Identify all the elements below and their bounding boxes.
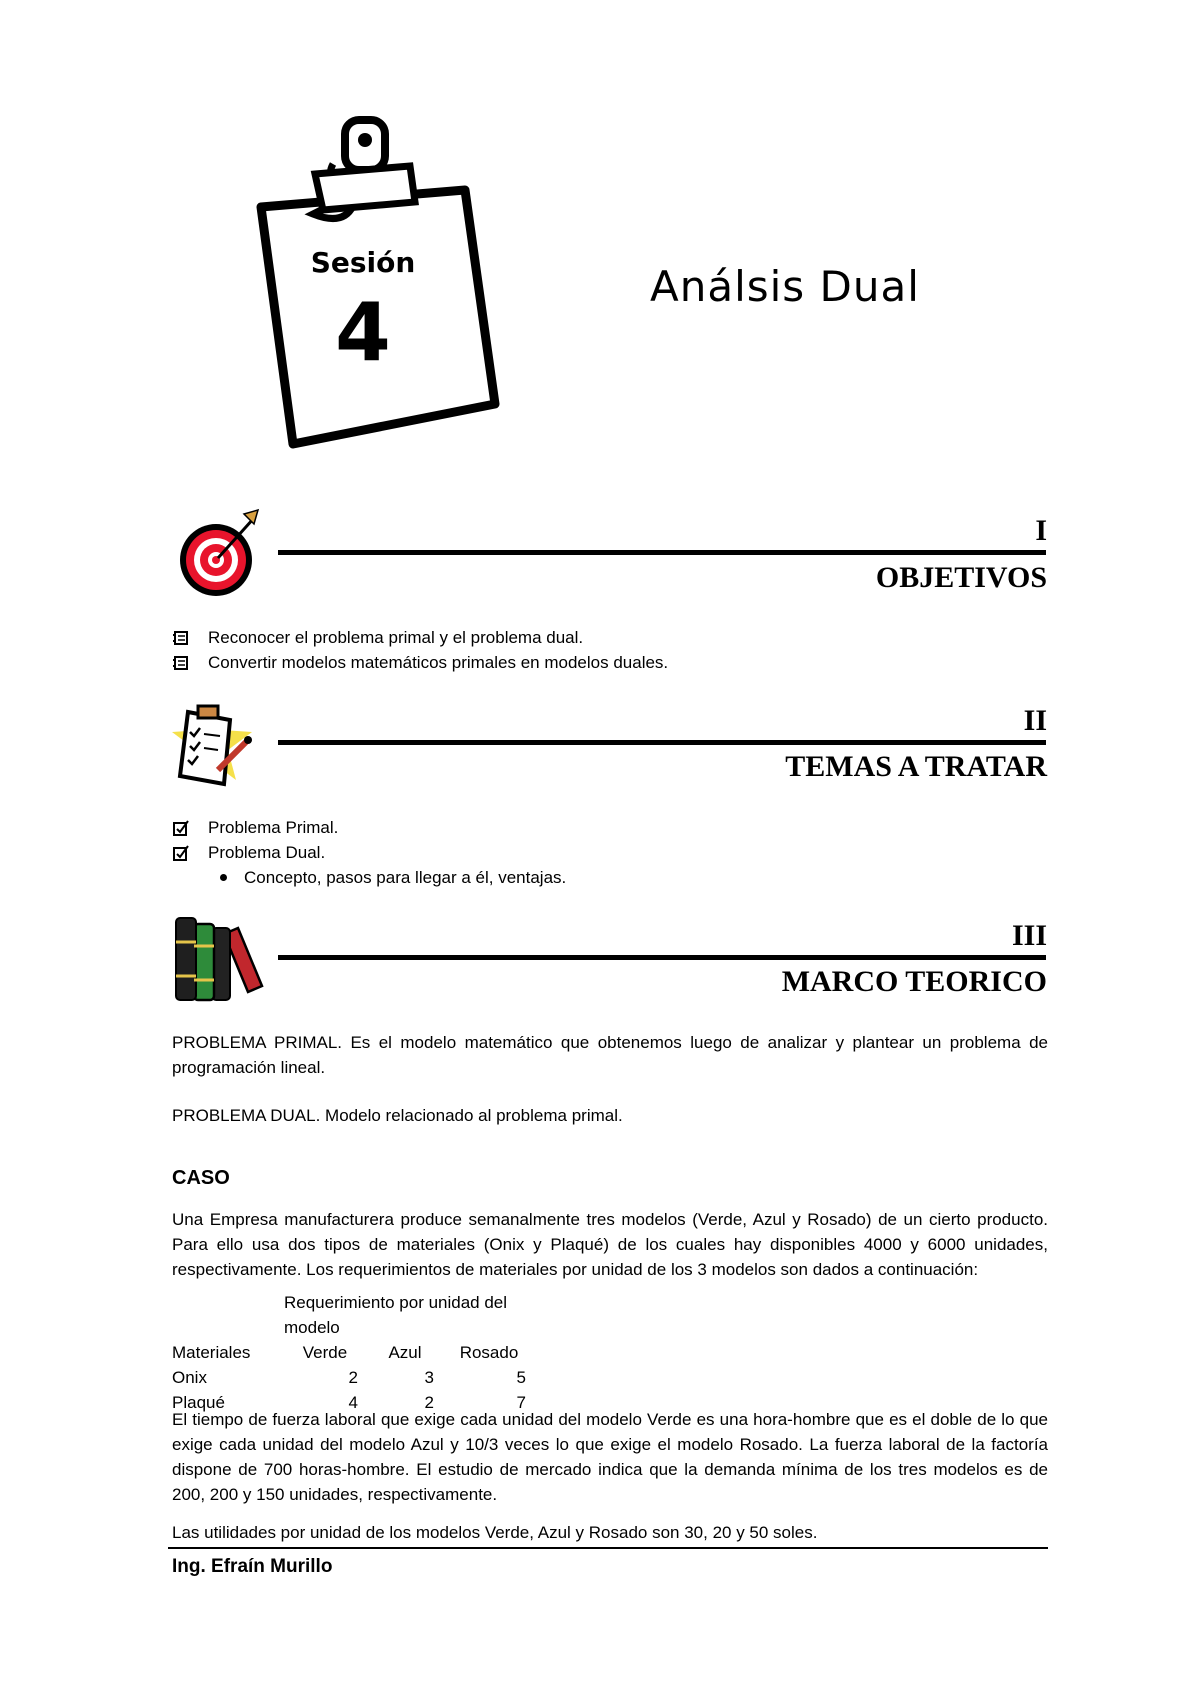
notebook-icon	[172, 629, 190, 647]
list-item: Problema Dual.	[172, 840, 566, 865]
section-title-temas: TEMAS A TRATAR	[785, 750, 1047, 783]
session-badge	[255, 112, 535, 452]
section-divider	[278, 740, 1046, 745]
table-row: Plaqué 4 2 7	[172, 1393, 526, 1412]
section-title-objetivos: OBJETIVOS	[875, 561, 1047, 594]
books-icon	[172, 912, 268, 1004]
dual-definition: PROBLEMA DUAL. Modelo relacionado al problema primal.	[172, 1106, 623, 1125]
requirements-table	[172, 1290, 534, 1415]
section-divider	[278, 955, 1046, 960]
document-title: Análsis Dual	[650, 262, 920, 311]
primal-definition: PROBLEMA PRIMAL. Es el modelo matemático que obtenemos luego de analizar y plantear un problema de programación lineal.	[172, 1033, 1049, 1077]
section-divider	[278, 550, 1046, 555]
primal-term: PROBLEMA PRIMAL.	[172, 1033, 342, 1052]
list-item: Problema Primal.	[172, 815, 566, 840]
section-number: I	[1035, 514, 1047, 547]
labor-paragraph: El tiempo de fuerza laboral que exige cada unidad del modelo Verde es una hora-hombre que es el doble de lo que exige cada unidad del modelo Azul y 10/3 veces lo que exige el modelo Rosado. La fuerza laboral de la factoría dispone de 700 horas-hombre. El estudio de mercado indica que la demanda mínima de los tres modelos es de 200, 200 y 150 unidades, respectivamente.	[172, 1410, 1048, 1504]
table-caption: Requerimiento por unidad del modelo	[284, 1293, 508, 1337]
case-heading: CASO	[172, 1167, 230, 1189]
footer-divider	[168, 1547, 1048, 1549]
list-item: Convertir modelos matemáticos primales en modelos duales.	[172, 650, 668, 675]
checklist-icon	[166, 700, 258, 788]
topics-list	[172, 815, 566, 890]
target-icon	[178, 508, 262, 598]
section-number: III	[1011, 919, 1047, 952]
checkbox-pen-icon	[172, 819, 190, 837]
clipboard-icon	[255, 112, 535, 452]
section-title-marco: MARCO TEORICO	[781, 965, 1047, 998]
case-intro: Una Empresa manufacturera produce semanalmente tres modelos (Verde, Azul y Rosado) de un cierto producto. Para ello usa dos tipos de materiales (Onix y Plaqué) de los cuales hay disponibles 4000 y 6000 unidades, respectivamente. Los requerimientos de materiales por unidad de los 3 modelos son dados a continuación:	[172, 1210, 1048, 1279]
bullet-dot	[220, 874, 227, 881]
checkbox-pen-icon	[172, 844, 190, 862]
badge-label: Sesión	[310, 246, 416, 279]
column-header: Materiales	[172, 1343, 251, 1362]
footer-author: Ing. Efraín Murillo	[172, 1556, 333, 1577]
list-item: Concepto, pasos para llegar a él, ventajas.	[172, 865, 566, 890]
table-row: Onix 2 3 5	[172, 1368, 526, 1387]
column-header: Azul	[388, 1343, 422, 1362]
column-header: Verde	[302, 1343, 348, 1362]
profits-paragraph: Las utilidades por unidad de los modelos Verde, Azul y Rosado son 30, 20 y 50 soles.	[172, 1523, 818, 1542]
section-number: II	[1023, 704, 1047, 737]
column-header: Rosado	[459, 1343, 519, 1362]
badge-number: 4	[335, 286, 391, 379]
objectives-list	[172, 625, 668, 675]
list-item: Reconocer el problema primal y el problema dual.	[172, 625, 668, 650]
dual-term: PROBLEMA DUAL.	[172, 1106, 321, 1125]
notebook-icon	[172, 654, 190, 672]
